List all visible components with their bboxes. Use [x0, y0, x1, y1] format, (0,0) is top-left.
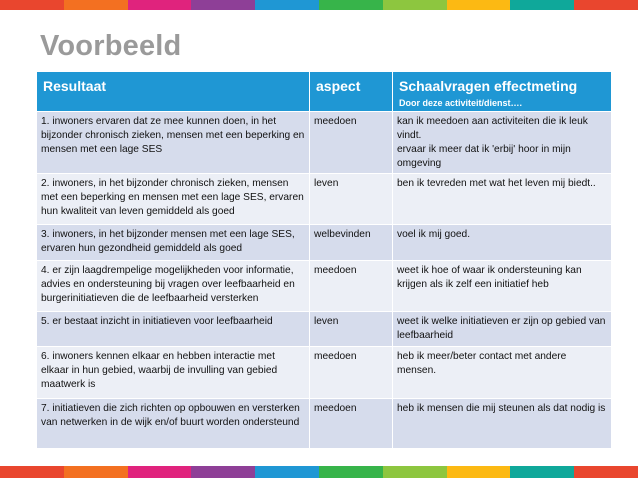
cell-aspect: leven	[310, 312, 393, 347]
cell-schaal: ben ik tevreden met wat het leven mij biedt..	[393, 174, 612, 225]
cell-resultaat: 1. inwoners ervaren dat ze mee kunnen doen, in het bijzonder chronisch zieken, mensen met een beperking en mensen met een lage SES	[37, 112, 310, 174]
table-row	[37, 312, 612, 347]
stripe-segment	[510, 0, 574, 10]
cell-aspect: welbevinden	[310, 225, 393, 261]
cell-resultaat: 7. initiatieven die zich richten op opbouwen en versterken van netwerken in de wijk en/of buurt worden ondersteund	[37, 399, 310, 449]
cell-resultaat: 3. inwoners, in het bijzonder mensen met een lage SES, ervaren hun gezondheid gemiddeld als goed	[37, 225, 310, 261]
stripe-segment	[128, 0, 192, 10]
stripe-segment	[383, 0, 447, 10]
table-header-row	[37, 72, 612, 112]
cell-aspect: meedoen	[310, 112, 393, 174]
cell-schaal: weet ik welke initiatieven er zijn op gebied van leefbaarheid	[393, 312, 612, 347]
cell-schaal: voel ik mij goed.	[393, 225, 612, 261]
stripe-segment	[319, 466, 383, 478]
header-aspect: aspect	[310, 72, 393, 112]
table-row	[37, 174, 612, 225]
cell-schaal: heb ik mensen die mij steunen als dat nodig is	[393, 399, 612, 449]
cell-schaal: weet ik hoe of waar ik ondersteuning kan krijgen als ik zelf een initiatief heb	[393, 261, 612, 312]
stripe-segment	[383, 466, 447, 478]
stripe-segment	[255, 0, 319, 10]
stripe-segment	[191, 0, 255, 10]
table-row	[37, 347, 612, 399]
stripe-segment	[255, 466, 319, 478]
results-table	[36, 71, 612, 449]
stripe-segment	[64, 466, 128, 478]
table-row	[37, 112, 612, 174]
stripe-segment	[64, 0, 128, 10]
cell-schaal: heb ik meer/beter contact met andere mensen.	[393, 347, 612, 399]
cell-schaal: kan ik meedoen aan activiteiten die ik leuk vindt. ervaar ik meer dat ik 'erbij' hoor in mijn omgeving	[393, 112, 612, 174]
stripe-segment	[0, 466, 64, 478]
header-schaalvragen-label: Schaalvragen effectmeting	[399, 78, 578, 94]
stripe-segment	[319, 0, 383, 10]
cell-aspect: meedoen	[310, 347, 393, 399]
cell-resultaat: 4. er zijn laagdrempelige mogelijkheden voor informatie, advies en ondersteuning bij vragen over leefbaarheid en burgerinitiatieven die de leefbaarheid versterken	[37, 261, 310, 312]
top-color-stripe	[0, 0, 638, 10]
table-row	[37, 261, 612, 312]
cell-resultaat: 2. inwoners, in het bijzonder chronisch zieken, mensen met een beperking en mensen met een lage SES, ervaren hun kwaliteit van leven gemiddeld als goed	[37, 174, 310, 225]
stripe-segment	[191, 466, 255, 478]
cell-aspect: leven	[310, 174, 393, 225]
cell-resultaat: 6. inwoners kennen elkaar en hebben interactie met elkaar in hun gebied, waarbij de invulling van gebied maatwerk is	[37, 347, 310, 399]
stripe-segment	[128, 466, 192, 478]
bottom-color-stripe	[0, 466, 638, 478]
stripe-segment	[510, 466, 574, 478]
table-row	[37, 225, 612, 261]
cell-resultaat: 5. er bestaat inzicht in initiatieven voor leefbaarheid	[37, 312, 310, 347]
stripe-segment	[574, 0, 638, 10]
header-resultaat: Resultaat	[37, 72, 310, 112]
stripe-segment	[574, 466, 638, 478]
stripe-segment	[0, 0, 64, 10]
table-row	[37, 399, 612, 449]
stripe-segment	[447, 0, 511, 10]
cell-aspect: meedoen	[310, 399, 393, 449]
stripe-segment	[447, 466, 511, 478]
page-title: Voorbeeld	[40, 30, 182, 62]
cell-aspect: meedoen	[310, 261, 393, 312]
header-schaalvragen-subtitle: Door deze activiteit/dienst….	[399, 98, 523, 108]
header-schaalvragen	[393, 72, 612, 112]
